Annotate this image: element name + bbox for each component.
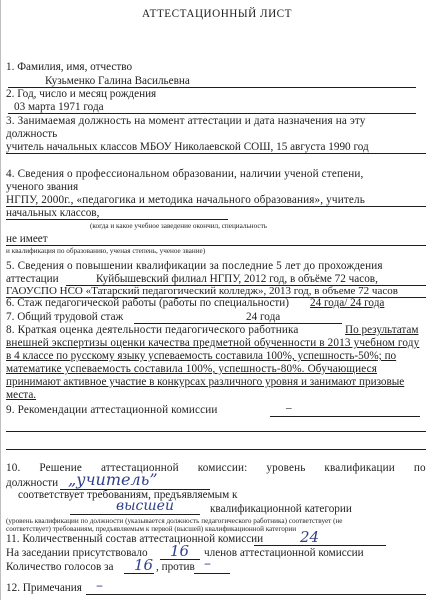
q12-value-handwritten: – xyxy=(96,578,103,594)
q3-underline xyxy=(6,153,426,154)
q11-present-handwritten: 16 xyxy=(170,542,190,560)
q11-line2-prefix: На заседании присутствовало xyxy=(6,547,148,559)
q10-hint-2: соответствует) требованиям, предъявляемым к первой (высшей) квалификационной категории xyxy=(6,525,297,533)
q4-hint-2: и квалификация по образованию, ученая степень, ученое звание) xyxy=(6,247,206,255)
q5-line2-prefix: аттестации xyxy=(6,273,59,285)
q8-line5: принимают активное участие в конкурсах различного уровня и занимают призовые xyxy=(6,376,405,388)
q10-line4-handwritten: высшей xyxy=(116,498,174,514)
q8-line1-prefix: 8. Краткая оценка деятельности педагогического работника xyxy=(6,324,299,336)
q8-line1-value: По результатам xyxy=(345,324,419,336)
q3-line2: должность xyxy=(6,128,58,140)
q5-line3-value: ГАОУСПО НСО «Татарский педагогический колледж», 2013 год, в объеме 72 часов xyxy=(6,285,398,297)
q11-underline-3 xyxy=(124,573,154,574)
q12-underline xyxy=(86,594,426,595)
q8-line6: места. xyxy=(6,389,37,401)
q11-votes-for-handwritten: 16 xyxy=(134,556,154,574)
q7-label: 7. Общий трудовой стаж xyxy=(6,311,124,323)
q7-value: 24 года xyxy=(246,311,281,323)
q11-underline-1 xyxy=(254,545,386,546)
q10-line4-text: квалификационной категории xyxy=(210,503,352,515)
q6-value: 24 года/ 24 года xyxy=(310,297,385,309)
page-title: АТТЕСТАЦИОННЫЙ ЛИСТ xyxy=(142,8,292,20)
q1-label: 1. Фамилия, имя, отчество xyxy=(6,61,133,73)
q12-label: 12. Примечания xyxy=(6,582,82,594)
q11-votes-against-handwritten: – xyxy=(204,556,211,572)
q4-line2: ученого звания xyxy=(6,181,79,193)
q3-line1: 3. Занимаемая должность на момент аттестации и дата назначения на эту xyxy=(6,115,366,127)
q11-line3-mid: , против xyxy=(156,561,195,573)
q6-label: 6. Стаж педагогической работы (работы по специальности) xyxy=(6,297,290,309)
page-edge xyxy=(0,0,1,600)
q11-underline-2 xyxy=(160,559,200,560)
q5-line1: 5. Сведения о повышении квалификации за последние 5 лет до прохождения xyxy=(6,260,383,272)
q4-value-line1: НГПУ, 2000г., «педагогика и методика начального образования», учитель xyxy=(6,194,365,206)
q9-underline-2 xyxy=(6,431,426,432)
q3-value: учитель начальных классов МБОУ Николаевской СОШ, 15 августа 1990 год xyxy=(6,141,369,153)
q11-line1: 11. Количественный состав аттестационной комиссии xyxy=(6,533,264,545)
q10-line3: соответствует требованиям, предъявляемым к xyxy=(18,489,238,501)
q4-underline-3 xyxy=(6,245,426,246)
q10-hint-1: (уровень квалификации по должности (указывается должность педагогического работника) соответствует (не xyxy=(6,517,343,525)
q2-underline xyxy=(8,113,416,114)
q4-hint-1: (когда и какое учебное заведение окончил, специальность xyxy=(90,222,268,230)
q9-underline-3 xyxy=(6,449,426,450)
q4-value-line3: не имеет xyxy=(6,233,48,245)
q8-line3: в 4 классе по русскому языку успеваемость составила 100%, успешность-50%; по xyxy=(6,350,397,362)
q11-line3-prefix: Количество голосов за xyxy=(6,561,114,573)
q10-line2-prefix: должности xyxy=(6,477,59,489)
q10-line1: 10. Решение аттестационной комиссии: уровень квалификации по xyxy=(6,462,426,474)
q8-line4: математике успеваемость составила 100%, успешность-80%. Обучающиеся xyxy=(6,363,378,375)
q9-label: 9. Рекомендации аттестационной комиссии xyxy=(6,404,218,416)
q1-value: Кузьменко Галина Васильевна xyxy=(45,75,190,87)
q11-underline-4 xyxy=(194,573,230,574)
q4-underline-2 xyxy=(6,219,228,220)
q8-line2: внешней экспертизы оценки качества предметной обученности в 2013 учебном году xyxy=(6,337,420,349)
q10-underline-2 xyxy=(70,514,200,515)
q9-underline-1 xyxy=(270,416,420,417)
q4-line1: 4. Сведения о профессиональном образовании, наличии ученой степени, xyxy=(6,168,364,180)
q5-line2-value: Куйбышевский филиал НГПУ, 2012 год, в объёме 72 часов, xyxy=(96,273,378,285)
q11-line2-suffix: членов аттестационной комиссии xyxy=(204,547,364,559)
q2-value: 03 марта 1971 года xyxy=(14,101,104,113)
q4-value-line2: начальных классов, xyxy=(6,207,100,219)
q9-value: – xyxy=(286,402,292,414)
q10-line2-handwritten: „учитель” xyxy=(68,470,158,489)
q11-members-handwritten: 24 xyxy=(300,528,320,546)
q2-label: 2. Год, число и месяц рождения xyxy=(6,88,157,100)
